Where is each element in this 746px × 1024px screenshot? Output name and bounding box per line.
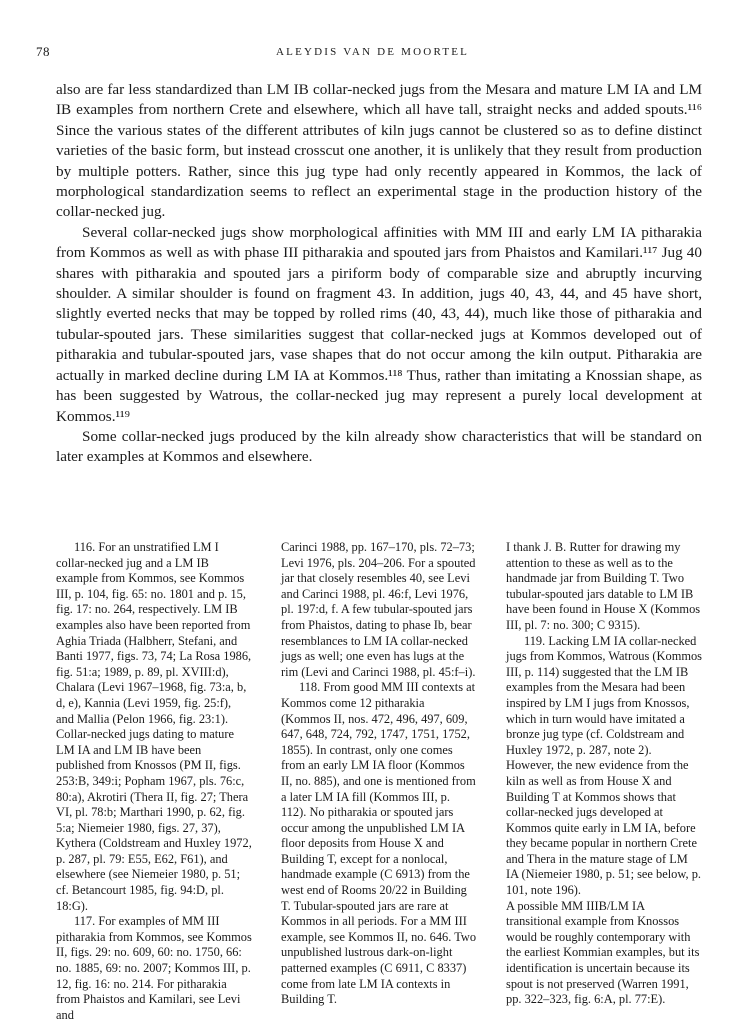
footnote-117: 117. For examples of MM III pitharakia from Kommos, see Kommos II, figs. 29: no. 609, 60: no. 1750, 66: no. 1885, 69: no. 2007; Kommos III, p. 12, fig. 16: no. 214. For pitharakia from Phaistos and Kamilari, see Levi and [56,914,252,1022]
footnotes-column-3 [506,540,702,1023]
footnotes [56,540,702,1023]
footnote-118-continued: I thank J. B. Rutter for drawing my attention to these as well as to the handmade jar from Building T. Two tubular-spouted jars datable to LM IB have been found in House X (Kommos III, pl. 7: no. 300; C 9315). [506,540,701,632]
footnote-119-continued: A possible MM IIIB/LM IA transitional example from Knossos would be roughly contemporary with the earliest Kommian examples, but its identification is uncertain because its spout is not preserved (Warren 1991, pp. 322–323, fig. 6:A, pl. 77:E). [506,898,700,1007]
footnote-119: 119. Lacking LM IA collar-necked jugs from Kommos, Watrous (Kommos III, p. 114) suggested that the LM IB examples from the Mesara had been inspired by LM I jugs from Knossos, which in turn would have imitated a bronze jug type (cf. Coldstream and Huxley 1972, p. 287, note 2). However, the new evidence from the kiln as well as from House X and Building T at Kommos shows that collar-necked jugs developed at Kommos quite early in LM IA, before they became popular in northern Crete and Thera in the mature stage of LM IA (Niemeier 1980, p. 51; see below, p. 101, note 196). [506,633,702,898]
body-paragraph-1: also are far less standardized than LM IB collar-necked jugs from the Mesara and mature LM IA and LM IB examples from northern Crete and elsewhere, which all have tall, straight necks and added spouts.¹¹⁶ Since the various states of the different attributes of kiln jugs cannot be clustered so as to define distinct varieties of the basic form, but instead crosscut one another, it is unlikely that they result from production by multiple potters. Rather, since this jug type had only recently appeared in Kommos, the lack of morphological standardization seems to reflect an experimental stage in the production history of the collar-necked jug. [56,81,702,221]
body-paragraph-2: Several collar-necked jugs show morphological affinities with MM III and early LM IA pitharakia from Kommos as well as with phase III pitharakia and spouted jars from Phaistos and Kamilari.¹¹⁷ Jug 40 shares with pitharakia and spouted jars a piriform body of comparable size and abruptly incurving shoulder. A similar shoulder is found on fragment 43. In addition, jugs 40, 43, 44, and 45 have short, slightly everted necks that may be topped by rolled rims (40, 43, 44), much like those of pitharakia and tubular-spouted jars. These similarities suggest that collar-necked jugs at Kommos developed out of pitharakia and tubular-spouted jars, vase shapes that do not occur among the kiln output. Pitharakia are actually in marked decline during LM IA at Kommos.¹¹⁸ Thus, rather than imitating a Knossian shape, as has been suggested by Watrous, the collar-necked jug may represent a purely local development at Kommos.¹¹⁹ [56,223,702,425]
page-number: 78 [36,44,50,59]
footnote-117-continued: Carinci 1988, pp. 167–170, pls. 72–73; Levi 1976, pls. 204–206. For a spouted jar that closely resembles 40, see Levi and Carinci 1988, pl. 46:f, Levi 1976, pl. 197:d, f. A few tubular-spouted jars from Phaistos, dating to phase Ib, bear resemblances to LM IA collar-necked jugs as well; one even has lugs at the rim (Levi and Carinci 1988, pl. 45:f–i). [281,540,476,679]
running-header: ALEYDIS VAN DE MOORTEL [276,46,470,58]
footnote-116: 116. For an unstratified LM I collar-necked jug and a LM IB example from Kommos, see Kommos III, p. 104, fig. 65: no. 1801 and p. 15, fig. 17: no. 264, respectively. LM IB examples also have been reported from Aghia Triada (Halbherr, Stefani, and Banti 1977, figs. 73, 74; La Rosa 1986, fig. 51:a; 1989, p. 89, pl. XVIII:d), Chalara (Levi 1967–1968, fig. 73:a, b, d, e), Kannia (Levi 1959, fig. 25:f), and Mallia (Pelon 1966, fig. 23:1). Collar-necked jugs dating to mature LM IA and LM IB have been published from Knossos (PM II, figs. 253:B, 349:i; Popham 1967, pls. 76:c, 80:a), Akrotiri (Thera II, fig. 27; Thera VI, pl. 78:b; Marthari 1990, p. 62, fig. 5:a; Niemeier 1980, figs. 27, 37), Kythera (Coldstream and Huxley 1972, p. 287, pl. 79: E55, E62, F61), and elsewhere (see Niemeier 1980, p. 51; cf. Betancourt 1985, fig. 94:D, pl. 18:G). [56,540,252,913]
body-text [56,80,702,468]
body-paragraph-3: Some collar-necked jugs produced by the kiln already show characteristics that will be standard on later examples at Kommos and elsewhere. [56,427,702,466]
footnote-118: 118. From good MM III contexts at Kommos come 12 pitharakia (Kommos II, nos. 472, 496, 497, 609, 647, 648, 724, 792, 1747, 1751, 1752, 1855). In contrast, only one comes from an early LM IA floor (Kommos II, no. 885), and one is mentioned from a later LM IA fill (Kommos III, p. 112). No pitharakia or spouted jars occur among the unpublished LM IA floor deposits from House X and Building T, except for a nonlocal, handmade example (C 6913) from the west end of Rooms 20/22 in Building T. Tubular-spouted jars are rare at Kommos in all periods. For a MM III example, see Kommos II, no. 646. Two unpublished lustrous dark-on-light patterned examples (C 6911, C 8337) come from late LM IA contexts in Building T. [281,680,477,1007]
footnotes-column-2 [281,540,477,1023]
footnotes-column-1 [56,540,252,1023]
